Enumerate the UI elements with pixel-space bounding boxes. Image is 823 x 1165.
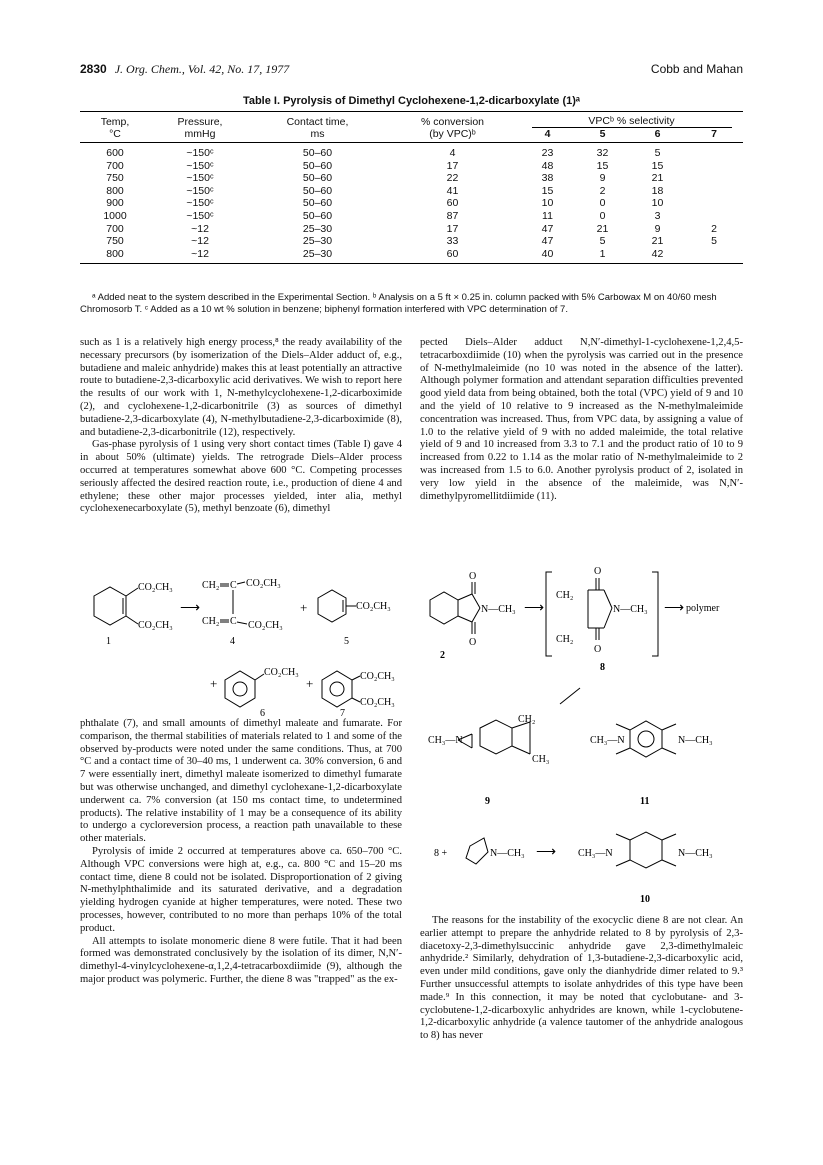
table-row <box>80 197 743 210</box>
compound-6-structure <box>225 671 264 707</box>
table-cell: 800 <box>80 248 150 264</box>
col-6: 6 <box>630 128 685 143</box>
table-cell: 47 <box>541 222 554 235</box>
table-row <box>80 210 743 223</box>
header-authors: Cobb and Mahan <box>650 62 743 76</box>
label-11: 11 <box>640 796 650 807</box>
table-cell: 41 <box>446 184 459 197</box>
table-cell: ~150ᶜ <box>186 197 214 210</box>
table-cell: 15 <box>541 184 554 197</box>
table-body <box>80 143 743 264</box>
c4-co2ch3-bot: CO₂CH₃ <box>248 620 283 631</box>
c8-ch2-top: CH₂ <box>556 590 574 601</box>
col-contact: Contact time, <box>250 112 385 129</box>
table-cell: 1 <box>575 248 630 264</box>
table-cell: 18 <box>651 184 664 197</box>
table-cell: 9 <box>599 172 606 185</box>
c4-ch2-bot: CH₂ <box>202 616 220 627</box>
col-temp: Temp, <box>80 112 150 129</box>
col-pressure-unit: mmHg <box>150 128 250 143</box>
compound-1-structure <box>94 587 138 625</box>
table-cell: 60 <box>385 248 520 264</box>
table-cell: 1000 <box>103 209 127 222</box>
table-cell: 33 <box>446 235 459 248</box>
col-7: 7 <box>685 128 743 143</box>
c4-co2ch3-top: CO₂CH₃ <box>246 578 281 589</box>
table-cell: 3 <box>654 209 661 222</box>
col-vpc: VPCᵇ % selectivity <box>532 115 732 128</box>
compound-2-structure <box>430 582 480 634</box>
col-conversion: % conversion <box>385 112 520 129</box>
table-cell: ~150ᶜ <box>186 147 214 159</box>
right-paragraph-2: The reasons for the instability of the exocyclic diene 8 are not clear. An earlier attempt to prepare the anhydride related to 8 by pyrolysis of 2,3-diacetoxy-2,3-dimethylsuccinic anhydride gave 2,3-dimethylmaleic anhydride.² Similarly, dehydration of 1,3-butadiene-2,3-dicarboxylic acid, even under mild conditions, gave only the dianhydride dimer related to 9.³ Further unsuccessful attempts to isolate anhydrides of this type have been made.⁹ In this connection, it may be noted that cyclobutane- and 3-cyclobutene-1,2-dicarboxylic anhydrides are known, while 1-cyclobutene-1,2-dicarboxylic anhydride (a valence tautomer of the anhydride analogous to 8) has never <box>420 915 743 1042</box>
table-cell: 21 <box>651 172 664 185</box>
left-column-top <box>80 337 402 516</box>
table-cell: 50–60 <box>302 159 333 172</box>
table-cell: 9 <box>654 222 661 235</box>
right-paragraph-1: pected Diels–Alder adduct N,N′-dimethyl-1-cyclohexene-1,2,4,5-tetracarboxdiimide (10) when the pyrolysis was carried out in the presence of N-methylmaleimide (no 10 was noted in the absence of the latter). Although polymer formation and attendant separation difficulties prevented good yield data from being obtained, both the total (VPC) yield of 9 and 10 and the yield of 10 relative to 9 increased as the N-methylmaleimide concentration was increased. Thus, from VPC data, by assigning a value of 1.0 to the relative yield of 9 with no added maleimide, the total relative yield of 9 and 10 increased from 3.3 to 7.1 and the product ratio of 10 to 9 increased from 0.22 to 1.14 as the molar ratio of N-methylmaleimide to 2 was increased from 1.5 to 6.0. Another pyrolysis product of 2, isolated in very low yield in the absence of the maleimide, was N,N′-dimethylpyromellitdiimide (11). <box>420 337 743 502</box>
table-cell: 15 <box>596 159 609 172</box>
c4-c-bot: C <box>230 616 237 627</box>
table-cell: ~150ᶜ <box>186 209 214 222</box>
c8-o-top: O <box>594 566 602 577</box>
table-cell: 50–60 <box>302 184 333 197</box>
table-cell: 0 <box>599 197 606 210</box>
table-cell: 2 <box>599 184 606 197</box>
c8-nch3: N—CH₃ <box>613 604 648 615</box>
table-row <box>80 248 743 264</box>
maleimide-structure <box>466 838 488 864</box>
c9-ch2: CH₂ <box>518 714 536 725</box>
table-cell: 87 <box>446 209 459 222</box>
c4-c-top: C <box>230 580 237 591</box>
table-cell: 0 <box>599 209 606 222</box>
table-row <box>80 235 743 248</box>
table-cell: 17 <box>446 222 459 235</box>
left-column-bottom <box>80 718 402 987</box>
c7-co2ch3-top: CO₂CH₃ <box>360 671 395 682</box>
table-footnote: ᵃ Added neat to the system described in the Experimental Section. ᵇ Analysis on a 5 ft × 0.25 in. column packed with 5% Carbowax M on 40/60 mesh Chromosorb T. ᶜ Added as a 10 wt % solution in benzene; biphenyl formation interfered with VPC determination of 7. <box>80 292 717 315</box>
c1-co2ch3-bot: CO₂CH₃ <box>138 620 173 631</box>
table-cell: 40 <box>520 248 575 264</box>
c4-ch2-top: CH₂ <box>202 580 220 591</box>
table-cell <box>685 172 743 185</box>
c2-nch3: N—CH₃ <box>481 604 516 615</box>
table-cell: 5 <box>654 147 661 159</box>
c9-ch3n: CH₃—N <box>428 735 463 746</box>
table-cell: 21 <box>596 222 609 235</box>
table-cell: 48 <box>541 159 554 172</box>
c6-co2ch3: CO₂CH₃ <box>264 667 299 678</box>
plus-2: + <box>210 676 218 691</box>
c5-co2ch3: CO₂CH₃ <box>356 601 391 612</box>
table-cell <box>685 210 743 223</box>
polymer-label: polymer <box>686 603 720 614</box>
table-cell: 50–60 <box>302 172 333 185</box>
label-1: 1 <box>106 636 111 647</box>
scheme-1 <box>80 576 410 716</box>
page-number: 2830 <box>80 62 107 76</box>
col-4: 4 <box>520 128 575 143</box>
table-cell: 17 <box>446 159 459 172</box>
table-cell: ~12 <box>191 222 209 235</box>
data-table <box>80 111 743 264</box>
table-cell: 800 <box>106 184 124 197</box>
left-paragraph-4: Pyrolysis of imide 2 occurred at temperatures above ca. 650–700 °C. Although VPC conversions were high at, e.g., ca. 800 °C and 15–20 ms contact time, diene 8 could not be isolated. Disproportionation of 2 giving N-methylphthalimide and its saturated derivative, and a degradation yielding hydrogen cyanide at higher temperatures, were noted. These two processes, however, contributed to no more than perhaps 10% of the total product. <box>80 845 402 934</box>
maleimide-nch3: N—CH₃ <box>490 848 525 859</box>
left-paragraph-5: All attempts to isolate monomeric diene 8 were futile. That it had been formed was demonstrated conclusively by the isolation of its dimer, N,N′-dimethyl-4-vinylcyclohexene-α,1,2,4-tetracarboxdiimide (9), although the major product was polymeric. Further, the diene 8 was "trapped" as the ex- <box>80 935 402 985</box>
label-2: 2 <box>440 650 445 661</box>
table-title: Table I. Pyrolysis of Dimethyl Cyclohexene-1,2-dicarboxylate (1)ᵃ <box>242 95 581 107</box>
table-cell: 47 <box>541 235 554 248</box>
table-cell: ~12 <box>191 235 209 248</box>
header-left <box>80 62 289 77</box>
left-paragraph-3: phthalate (7), and small amounts of dimethyl maleate and fumarate. For comparison, the thermal stabilities of materials related to 1 and some of the observed by-products were noted under the same conditions. Thus, at 700 °C and a contact time of 30–40 ms, 1 underwent ca. 30% conversion, 6 and 7 were essentially inert, dimethyl maleate isomerized to dimethyl fumarate but was otherwise unchanged, and dimethyl cyclohexane-1,2-dicarboxylate underwent ca. 7% conversion (at 150 ms contact time, to undetermined products). The relative instability of 1 may be a consequence of its ability to undergo a cycloreversion process, a reaction path unavailable to these other materials. <box>80 718 402 845</box>
table-cell: 38 <box>541 172 554 185</box>
table-row <box>80 143 743 160</box>
table-cell <box>685 143 743 160</box>
table-cell: 5 <box>711 235 717 248</box>
table-cell: 32 <box>596 147 609 159</box>
label-9: 9 <box>485 796 490 807</box>
journal-citation: J. Org. Chem., Vol. 42, No. 17, 1977 <box>114 62 290 76</box>
label-4: 4 <box>230 636 235 647</box>
table-cell: ~150ᶜ <box>186 184 214 197</box>
right-column-top <box>420 337 743 503</box>
table-row <box>80 185 743 198</box>
c8-o-bot: O <box>594 644 602 655</box>
table-cell: ~150ᶜ <box>186 159 214 172</box>
c8-ch2-bot: CH₂ <box>556 634 574 645</box>
left-paragraph-2: Gas-phase pyrolysis of 1 using very short contact times (Table I) gave 4 in about 50% (ultimate) yields. The retrograde Diels–Alder process occurred at temperatures somewhat above 600 °C. Competing processes seriously affected the desired reaction route, i.e., production of diene 4 and ethylene; these other major processes yielded, inter alia, methyl cyclohexenecarboxylate (5), methyl benzoate (6), dimethyl <box>80 439 402 515</box>
col-5: 5 <box>575 128 630 143</box>
table-cell: 42 <box>630 248 685 264</box>
table-cell: 2 <box>711 222 717 235</box>
scheme-2 <box>420 562 743 907</box>
table-cell: 15 <box>651 159 664 172</box>
table-cell: 600 <box>106 147 124 159</box>
c11-ch3n: CH₃—N <box>590 735 625 746</box>
table-cell: 50–60 <box>302 197 333 210</box>
table-cell: 50–60 <box>302 147 333 159</box>
arrow-down <box>560 688 580 704</box>
table-cell: 23 <box>541 147 554 159</box>
table-cell: 700 <box>106 159 124 172</box>
compound-5-structure <box>318 590 356 622</box>
plus-1: + <box>300 600 308 615</box>
table-cell: 21 <box>651 235 664 248</box>
right-column-bottom <box>420 915 743 1043</box>
compound-7-structure <box>322 671 360 707</box>
arrow-2: ⟶ <box>524 601 545 616</box>
col-vpc-group <box>520 112 743 129</box>
table-cell <box>685 248 743 264</box>
table-cell: 60 <box>446 197 459 210</box>
plus-3: + <box>306 676 314 691</box>
table-cell: 750 <box>106 172 124 185</box>
table-cell: 50–60 <box>302 209 333 222</box>
table-row <box>80 160 743 173</box>
table-cell <box>685 185 743 198</box>
table-cell: 22 <box>446 172 459 185</box>
table-cell: ~12 <box>150 248 250 264</box>
col-pressure: Pressure, <box>150 112 250 129</box>
eight-plus: 8 + <box>434 848 448 859</box>
label-10: 10 <box>640 894 650 905</box>
left-paragraph-1: such as 1 is a relatively high energy process,⁸ the ready availability of the necessary precursors (by isomerization of the Diels–Alder adduct of, e.g., butadiene and maleic anhydride) makes this at least potentially an attractive route to butadiene-2,3-dicarboxylic acid derivatives. We wish to report here the results of our work with 1, N-methylcyclohexene-1,2-dicarboximide (2), and cyclohexene-1,2-dicarbonitrile (3) as sources of dimethyl butadiene-2,3-dicarboxylate (4), N-methylbutadiene-2,3-dicarboximide (8), and butadiene-2,3-dicarbonitrile (12), respectively. <box>80 337 402 438</box>
table-cell: 10 <box>541 197 554 210</box>
label-7: 7 <box>340 708 345 716</box>
label-8: 8 <box>600 662 605 673</box>
table-row <box>80 223 743 236</box>
col-conversion-sub: (by VPC)ᵇ <box>385 128 520 143</box>
c10-ch3n: CH₃—N <box>578 848 613 859</box>
compound-9-structure <box>458 720 530 754</box>
c2-o-bot: O <box>469 637 477 648</box>
table-cell: 900 <box>106 197 124 210</box>
c2-o-top: O <box>469 571 477 582</box>
arrow-3: ⟶ <box>664 601 685 616</box>
arrow-4: ⟶ <box>536 845 557 860</box>
table-cell: 700 <box>106 222 124 235</box>
compound-11-structure <box>616 721 676 757</box>
label-5: 5 <box>344 636 349 647</box>
c11-nch3: N—CH₃ <box>678 735 713 746</box>
table-cell: 11 <box>542 209 553 222</box>
table-cell: 5 <box>599 235 606 248</box>
table-cell: 25–30 <box>302 222 333 235</box>
table-cell: 25–30 <box>302 235 333 248</box>
compound-10-structure <box>616 832 676 868</box>
table-cell: 4 <box>449 147 456 159</box>
table-cell <box>685 160 743 173</box>
table-cell: 25–30 <box>250 248 385 264</box>
c9-n: CH₃ <box>532 754 550 765</box>
c10-nch3: N—CH₃ <box>678 848 713 859</box>
table-cell: 750 <box>106 235 124 248</box>
arrow-1: ⟶ <box>180 601 201 616</box>
table-cell: 10 <box>651 197 664 210</box>
c7-co2ch3-bot: CO₂CH₃ <box>360 697 395 708</box>
col-temp-unit: °C <box>80 128 150 143</box>
label-6: 6 <box>260 708 265 716</box>
table-cell: ~150ᶜ <box>186 172 214 185</box>
c1-co2ch3-top: CO₂CH₃ <box>138 582 173 593</box>
table-cell <box>685 197 743 210</box>
col-contact-unit: ms <box>250 128 385 143</box>
table-row <box>80 172 743 185</box>
page-header <box>80 62 743 78</box>
